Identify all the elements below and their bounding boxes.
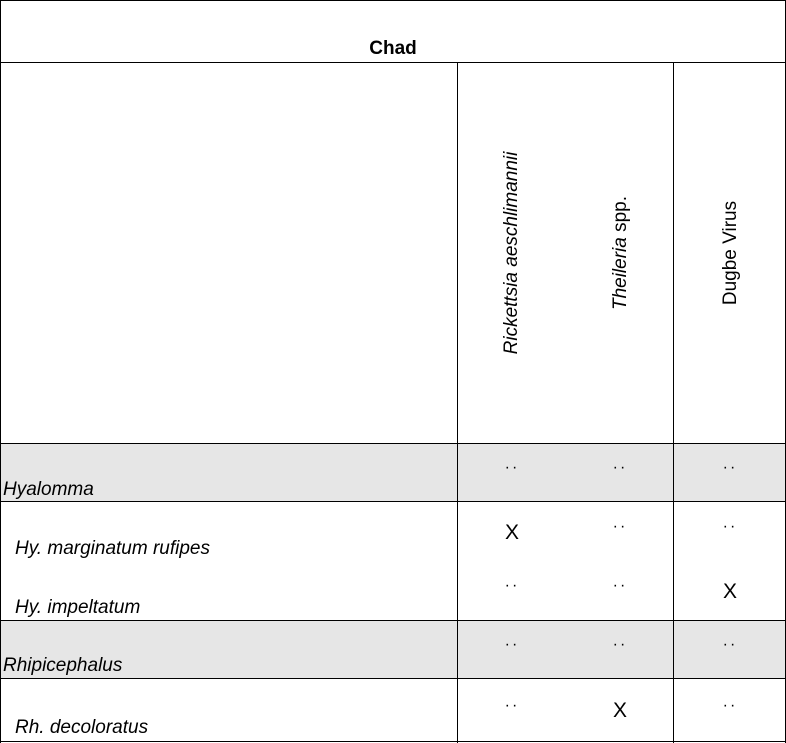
table-cell: ·· [504,697,520,714]
row-label-rh-decoloratus: Rh. decoloratus [15,717,149,738]
border-top [0,0,786,1]
column-header-italic: Theileria [610,237,631,311]
table-cell: ·· [612,518,628,535]
row-label-hyalomma: Hyalomma [3,479,94,500]
border-left [0,0,1,743]
table-cell: ·· [612,636,628,653]
column-header-italic: Rickettsia aeschlimannii [501,151,522,355]
column-header-dugbe [720,201,742,305]
column-header-plain: Dugbe Virus [720,200,741,306]
table-cell: ·· [722,459,738,476]
column-divider [457,62,458,743]
column-header-plain: spp. [610,195,631,238]
column-divider [673,62,674,743]
table-cell: X [612,699,627,722]
title-divider [0,62,786,63]
table-cell: ·· [504,459,520,476]
border-bottom [0,741,786,742]
header-divider [0,443,786,444]
column-header-theileria [610,196,632,310]
row-label-rhipicephalus: Rhipicephalus [3,655,123,676]
row-divider [0,501,786,502]
row-label-hy-marginatum-rufipes: Hy. marginatum rufipes [15,538,210,559]
table-cell: X [722,580,737,603]
row-divider [0,620,786,621]
row-shade-hyalomma [0,443,786,501]
table-cell: ·· [612,577,628,594]
table-cell: ·· [504,577,520,594]
row-divider [0,678,786,679]
table-cell: ·· [612,459,628,476]
table-cell: ·· [722,636,738,653]
row-label-hy-impeltatum: Hy. impeltatum [15,597,141,618]
column-header-rickettsia [501,152,523,355]
table-title: Chad [369,38,417,59]
table-cell: X [504,521,519,544]
table-cell: ·· [722,518,738,535]
table-cell: ·· [504,636,520,653]
table-cell: ·· [722,697,738,714]
